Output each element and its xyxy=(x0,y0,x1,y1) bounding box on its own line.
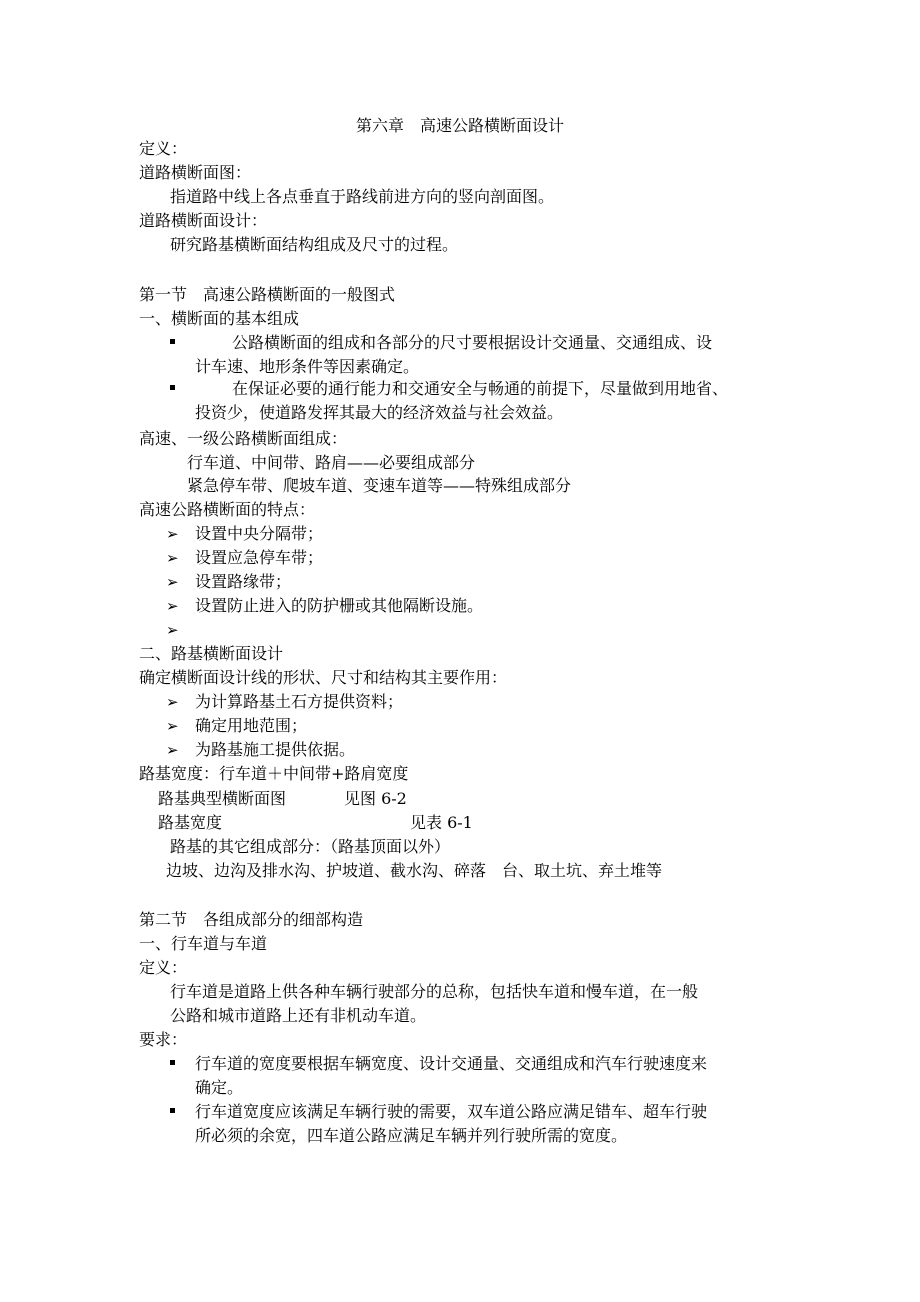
arrow-bullet-icon: ➢ xyxy=(166,621,179,639)
purpose-item: 为路基施工提供依据。 xyxy=(195,740,356,759)
subgrade-width-label: 路基宽度 xyxy=(158,813,223,832)
purpose-item: 确定用地范围； xyxy=(195,716,308,735)
other-components-label: 路基的其它组成部分：（路基顶面以外） xyxy=(170,837,451,856)
section2-definition-label: 定义： xyxy=(139,958,188,977)
bullet1-line2: 计车速、地形条件等因素确定。 xyxy=(195,357,420,376)
requirements-label: 要求： xyxy=(139,1030,188,1049)
section1-subheading-2: 二、路基横断面设计 xyxy=(139,644,284,663)
definition-label: 定义： xyxy=(139,139,188,158)
section2-subheading-1: 一、行车道与车道 xyxy=(139,934,268,953)
feature-item: 设置中央分隔带； xyxy=(195,524,324,543)
cross-design-text: 研究路基横断面结构组成及尺寸的过程。 xyxy=(170,235,459,254)
square-bullet-icon xyxy=(170,1060,175,1065)
chapter-title: 第六章 高速公路横断面设计 xyxy=(355,116,564,135)
other-components-items: 边坡、边沟及排水沟、护坡道、截水沟、碎落 台、取土坑、弃土堆等 xyxy=(166,861,663,880)
bullet2-line2: 投资少，使道路发挥其最大的经济效益与社会效益。 xyxy=(195,403,564,422)
square-bullet-icon xyxy=(170,1108,175,1113)
arrow-bullet-icon: ➢ xyxy=(166,717,179,735)
purpose-label: 确定横断面设计线的形状、尺寸和结构其主要作用： xyxy=(139,668,508,687)
typical-section-ref: 见图 6-2 xyxy=(344,789,407,808)
square-bullet-icon xyxy=(170,339,175,344)
feature-item: 设置防止进入的防护栅或其他隔断设施。 xyxy=(195,596,484,615)
section2-heading: 第二节 各组成部分的细部构造 xyxy=(139,910,364,929)
requirement1-line1: 行车道的宽度要根据车辆宽度、设计交通量、交通组成和汽车行驶速度来 xyxy=(195,1054,708,1073)
typical-section-label: 路基典型横断面图 xyxy=(158,789,287,808)
features-label: 高速公路横断面的特点： xyxy=(139,500,316,519)
section1-subheading-1: 一、横断面的基本组成 xyxy=(139,309,300,328)
feature-item: 设置路缘带； xyxy=(195,572,292,591)
width-formula: 路基宽度：行车道＋中间带+路肩宽度 xyxy=(139,764,409,783)
cross-design-label: 道路横断面设计： xyxy=(139,211,268,230)
requirement1-line2: 确定。 xyxy=(195,1078,244,1097)
composition-label: 高速、一级公路横断面组成： xyxy=(139,429,348,448)
arrow-bullet-icon: ➢ xyxy=(166,693,179,711)
requirement2-line2: 所必须的余宽，四车道公路应满足车辆并列行驶所需的宽度。 xyxy=(195,1126,628,1145)
arrow-bullet-icon: ➢ xyxy=(166,741,179,759)
section2-definition-line2: 公路和城市道路上还有非机动车道。 xyxy=(170,1006,427,1025)
arrow-bullet-icon: ➢ xyxy=(166,549,179,567)
bullet2-line1: 在保证必要的通行能力和交通安全与畅通的前提下，尽量做到用地省、 xyxy=(232,379,729,398)
cross-section-text: 指道路中线上各点垂直于路线前进方向的竖向剖面图。 xyxy=(170,187,555,206)
arrow-bullet-icon: ➢ xyxy=(166,597,179,615)
square-bullet-icon xyxy=(170,385,175,390)
section1-heading: 第一节 高速公路横断面的一般图式 xyxy=(139,285,396,304)
requirement2-line1: 行车道宽度应该满足车辆行驶的需要，双车道公路应满足错车、超车行驶 xyxy=(195,1102,708,1121)
feature-item: 设置应急停车带； xyxy=(195,548,324,567)
arrow-bullet-icon: ➢ xyxy=(166,573,179,591)
bullet1-line1: 公路横断面的组成和各部分的尺寸要根据设计交通量、交通组成、设 xyxy=(232,333,713,352)
subgrade-width-ref: 见表 6-1 xyxy=(410,813,473,832)
purpose-item: 为计算路基土石方提供资料； xyxy=(195,692,404,711)
section2-definition-line1: 行车道是道路上供各种车辆行驶部分的总称，包括快车道和慢车道，在一般 xyxy=(170,982,699,1001)
arrow-bullet-icon: ➢ xyxy=(166,525,179,543)
composition-line2: 紧急停车带、爬坡车道、变速车道等——特殊组成部分 xyxy=(187,476,572,495)
composition-line1: 行车道、中间带、路肩——必要组成部分 xyxy=(187,453,476,472)
cross-section-label: 道路横断面图： xyxy=(139,163,252,182)
